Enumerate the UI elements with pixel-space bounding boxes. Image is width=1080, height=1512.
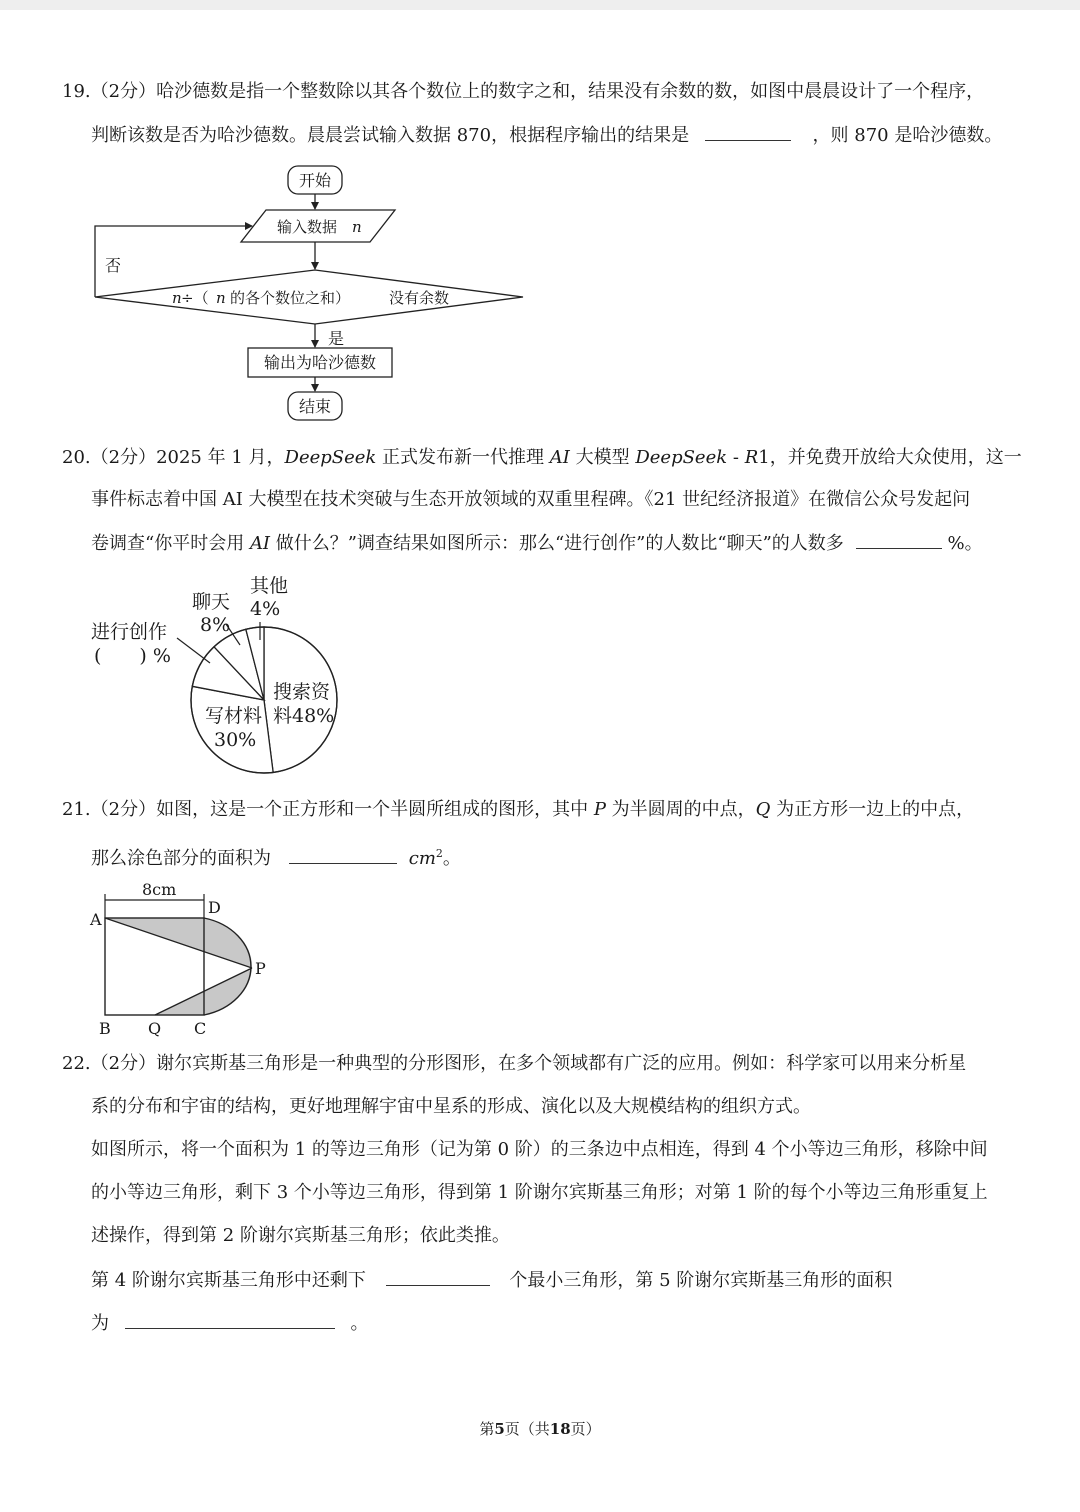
q22-l6-pre: 第 4 阶谢尔宾斯基三角形中还剩下 <box>91 1270 366 1291</box>
flow-decision-div: ÷（ <box>181 289 209 307</box>
q20-l1-c: 正式发布新一代推理 <box>376 447 550 468</box>
footer-b: 页（共 <box>504 1420 550 1438</box>
flow-yes-label: 是 <box>328 329 345 348</box>
q22-answer-blank-count[interactable] <box>386 1267 490 1286</box>
q21-l1-c: 为正方形一边上的中点， <box>770 799 975 820</box>
q22-text-line-1: 22.（2分）谢尔宾斯基三角形是一种典型的分形图形，在多个领域都有广泛的应用。例如：科学家可以用来分析星 <box>62 1053 967 1074</box>
flow-no-label: 否 <box>105 256 122 275</box>
q22-text-line-3: 如图所示，将一个面积为 1 的等边三角形（记为第 0 阶）的三条边中点相连，得到 4 个小等边三角形，移除中间 <box>91 1139 988 1160</box>
q21-l2-end: 。 <box>442 848 461 869</box>
footer-page-number: 5 <box>494 1420 505 1438</box>
pie-label-other-a: 其他 <box>250 575 289 597</box>
q22-text-line-5: 述操作，得到第 2 阶谢尔宾斯基三角形；依此类推。 <box>91 1225 510 1246</box>
q20-l3-d: %。 <box>947 533 983 554</box>
q21-l1-a: 21.（2分）如图，这是一个正方形和一个半圆所组成的图形，其中 <box>62 799 594 820</box>
q21-unit-sup: 2 <box>435 847 443 860</box>
q22-l7-pre: 为 <box>91 1313 109 1334</box>
q22-text-line-2: 系的分布和宇宙的结构，更好地理解宇宙中星系的形成、演化以及大规模结构的组织方式。 <box>91 1096 811 1117</box>
q20-l1-r: R <box>744 447 759 468</box>
q21-l2-pre: 那么涂色部分的面积为 <box>91 848 271 869</box>
pie-label-write-a: 写材料 <box>205 705 263 727</box>
q22-text-line-4: 的小等边三角形，剩下 3 个小等边三角形，得到第 1 阶谢尔宾斯基三角形；对第 1 阶的每个小等边三角形重复上 <box>91 1182 988 1203</box>
q21-l1-q: Q <box>755 799 771 820</box>
q22-text-line-7 <box>91 1310 368 1336</box>
pie-label-create-b: ( ) % <box>94 645 171 667</box>
flow-start-label: 开始 <box>298 171 332 190</box>
footer-total-pages: 18 <box>549 1420 571 1438</box>
flow-input-label: 输入数据 <box>277 218 338 236</box>
pie-label-chat-a: 聊天 <box>192 591 231 613</box>
q20-text-line-2: 事件标志着中国 AI 大模型在技术突破与生态开放领域的双重里程碑。《21 世纪经济报道》在微信公众号发起问 <box>91 489 971 510</box>
q19-text-before-blank: 判断该数是否为哈沙德数。晨晨尝试输入数据 870，根据程序输出的结果是 <box>91 125 690 146</box>
point-label-q: Q <box>148 1019 162 1038</box>
pie-label-chat-b: 8% <box>200 614 231 636</box>
flow-input-var: n <box>352 218 362 236</box>
footer-c: 页） <box>570 1420 601 1438</box>
page-footer <box>0 1418 1080 1439</box>
q20-l1-dash: - <box>727 447 745 468</box>
point-label-p: P <box>255 959 266 978</box>
q22-l6-post: 个最小三角形，第 5 阶谢尔宾斯基三角形的面积 <box>509 1270 893 1291</box>
pie-label-search-b: 料48% <box>273 705 335 727</box>
q19-text-after-blank: ，则 870 是哈沙德数。 <box>812 125 1003 146</box>
point-label-a: A <box>90 910 102 929</box>
q22-text-line-6 <box>91 1267 892 1293</box>
flow-decision-var2: n <box>216 289 226 307</box>
q21-l1-p: P <box>593 799 606 820</box>
pie-label-create-a: 进行创作 <box>91 621 168 643</box>
pie-label-write-b: 30% <box>214 729 257 751</box>
q19-text-line-1: 19.（2分）哈沙德数是指一个整数除以其各个数位上的数字之和，结果没有余数的数，如图中晨晨设计了一个程序， <box>62 81 985 102</box>
q20-l1-i: 1，并免费开放给大众使用，这一 <box>758 447 1022 468</box>
q20-l1-deepseek: DeepSeek <box>284 447 377 468</box>
q21-l1-b: 为半圆周的中点， <box>605 799 756 820</box>
flow-end-label: 结束 <box>298 397 332 416</box>
q20-l3-c: 做什么？”调查结果如图所示：那么“进行创作”的人数比“聊天”的人数多 <box>270 533 844 554</box>
q20-l1-ai: AI <box>549 447 570 468</box>
flow-output-label: 输出为哈沙德数 <box>263 353 377 372</box>
dimension-label: 8cm <box>142 880 177 899</box>
q20-l1-e: 大模型 <box>569 447 636 468</box>
q20-l3-a: 卷调查“你平时会用 <box>91 533 250 554</box>
q20-l3-ai: AI <box>249 533 271 554</box>
q22-l7-post: 。 <box>350 1313 369 1334</box>
q20-l1-a: 20.（2分）2025 年 1 月， <box>62 447 285 468</box>
q21-unit: cm <box>408 848 436 869</box>
point-label-b: B <box>99 1019 111 1038</box>
pie-label-other-b: 4% <box>250 598 281 620</box>
point-label-c: C <box>194 1019 207 1038</box>
pie-label-search-a: 搜索资 <box>273 681 331 703</box>
q22-answer-blank-area[interactable] <box>125 1310 335 1329</box>
q20-l1-deepseek2: DeepSeek <box>635 447 728 468</box>
footer-a: 第 <box>479 1420 495 1438</box>
point-label-d: D <box>208 898 221 917</box>
flow-decision-rest: 的各个数位之和） <box>230 289 351 307</box>
flow-decision-var: n <box>172 289 182 307</box>
flow-decision-tail: 没有余数 <box>389 289 450 307</box>
